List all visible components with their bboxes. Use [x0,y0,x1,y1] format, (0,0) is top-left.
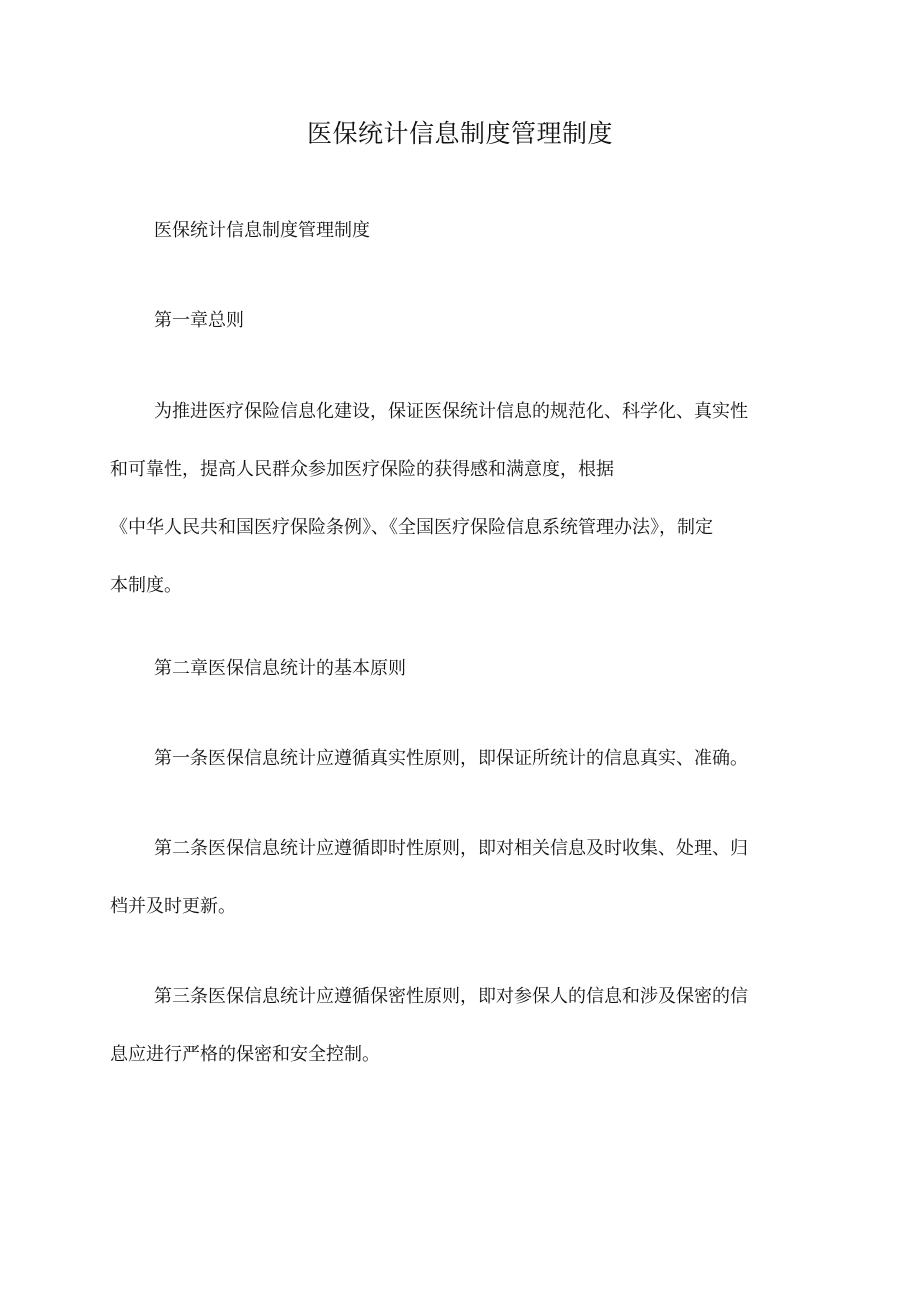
paragraph-line: 档并及时更新。 [110,896,236,917]
article2-paragraph [110,820,820,936]
paragraph-line: 为推进医疗保险信息化建设，保证医保统计信息的规范化、科学化、真实性 [154,401,748,422]
chapter2-heading: 第二章医保信息统计的基本原则 [154,658,406,679]
article1-paragraph [110,730,820,788]
article3-paragraph [110,968,820,1084]
paragraph-line: 第三条医保信息统计应遵循保密性原则，即对参保人的信息和涉及保密的信 [154,986,748,1007]
paragraph-line: 和可靠性，提高人民群众参加医疗保险的获得感和满意度，根据 [110,459,614,480]
paragraph-line: 第一条医保信息统计应遵循真实性原则，即保证所统计的信息真实、准确。 [154,748,748,769]
paragraph-line: 第二条医保信息统计应遵循即时性原则，即对相关信息及时收集、处理、归 [154,838,748,859]
chapter1-heading: 第一章总则 [154,310,244,331]
paragraph-line: 《中华人民共和国医疗保险条例》、《全国医疗保险信息系统管理办法》，制定 [110,517,713,538]
paragraph-line: 息应进行严格的保密和安全控制。 [110,1044,380,1065]
paragraph-line: 本制度。 [110,575,182,596]
subtitle-block [110,202,820,260]
document-subtitle: 医保统计信息制度管理制度 [154,220,370,241]
chapter1-paragraph [110,383,820,615]
chapter1-heading-block [110,292,820,350]
document-title: 医保统计信息制度管理制度 [306,119,613,148]
chapter2-heading-block [110,640,820,698]
